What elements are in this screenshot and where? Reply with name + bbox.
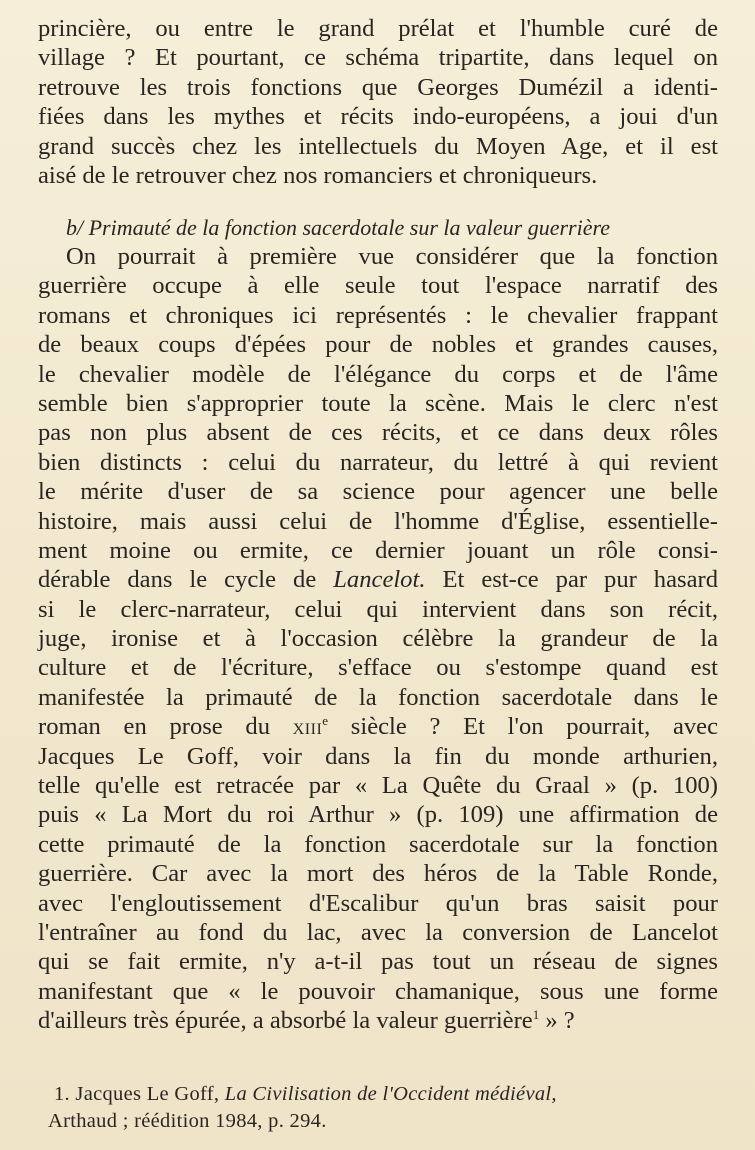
century-numeral: XIII (292, 721, 323, 739)
text-line: grand succès chez les intellectuels du Moyen Age, et il est (38, 132, 718, 160)
text-line: avec l'engloutissement d'Escalibur qu'un bras saisit pour (38, 889, 718, 917)
footnote-author: Jacques Le Goff, (75, 1083, 220, 1105)
paragraph-1 (38, 14, 718, 190)
text-line: village ? Et pourtant, ce schéma tripartite, dans lequel on (38, 44, 718, 72)
text-line: culture et de l'écriture, s'efface ou s'estompe quand est (38, 654, 718, 682)
text-line: princière, ou entre le grand prélat et l'humble curé de (38, 15, 718, 42)
text-fragment: dérable dans le cycle de (38, 566, 317, 594)
text-line: guerrière. Car avec la mort des héros de la Table Ronde, (38, 860, 718, 888)
work-title-lancelot: Lancelot. (333, 566, 426, 594)
text-fragment: Et est-ce par pur hasard (442, 566, 718, 594)
text-line: histoire, mais aussi celui de l'homme d'Église, essentielle- (38, 507, 718, 535)
text-line: fiées dans les mythes et récits indo-européens, a joui d'un (38, 103, 718, 131)
text-line: On pourrait à première vue considérer que la fonction (66, 243, 718, 270)
text-line: retrouve les trois fonctions que Georges Dumézil a identi- (38, 73, 718, 101)
text-line: aisé de le retrouver chez nos romanciers et chroniqueurs. (38, 161, 598, 189)
footnote-line: Arthaud ; réédition 1984, p. 294. (48, 1110, 327, 1132)
section-heading: b/ Primauté de la fonction sacerdotale sur la valeur guerrière (66, 215, 611, 240)
text-line: ment moine ou ermite, ce dernier jouant un rôle consi- (38, 536, 718, 564)
text-line: guerrière occupe à elle seule tout l'espace narratif des (38, 272, 718, 300)
text-fragment: » ? (539, 1007, 575, 1035)
footnote-line (48, 1081, 720, 1108)
footnote-reference[interactable]: 1 (532, 1006, 540, 1022)
text-fragment: roman en prose du (38, 713, 271, 741)
footnote-title: La Civilisation de l'Occident médiéval, (224, 1083, 557, 1105)
text-line-century (38, 712, 718, 741)
text-line: de beaux coups d'épées pour de nobles et grandes causes, (38, 331, 718, 359)
text-line: pas non plus absent de ces récits, et ce dans deux rôles (38, 419, 718, 447)
section-heading-block (38, 213, 718, 242)
footnote-number: 1. (54, 1083, 70, 1105)
paragraph-2 (38, 242, 718, 1036)
text-line: si le clerc-narrateur, celui qui intervient dans son récit, (38, 595, 718, 623)
text-line: manifestant que « le pouvoir chamanique, sous une forme (38, 977, 718, 1005)
text-line: romans et chroniques ici représentés : le chevalier frappant (38, 301, 718, 329)
text-line: manifestée la primauté de la fonction sacerdotale dans le (38, 683, 718, 711)
text-line-lancelot (38, 565, 718, 594)
text-line: puis « La Mort du roi Arthur » (p. 109) une affirmation de (38, 801, 718, 829)
text-fragment: d'ailleurs très épurée, a absorbé la valeur guerrière (38, 1007, 533, 1035)
text-line: le chevalier modèle de l'élégance du corps et de l'âme (38, 360, 718, 388)
text-fragment: siècle ? Et l'on pourrait, avec (350, 713, 718, 741)
text-line: juge, ironise et à l'occasion célèbre la grandeur de la (38, 625, 718, 653)
text-line: l'entraîner au fond du lac, avec la conversion de Lancelot (38, 918, 718, 946)
text-line: Jacques Le Goff, voir dans la fin du monde arthurien, (38, 742, 718, 770)
text-line: cette primauté de la fonction sacerdotale sur la fonction (38, 830, 718, 858)
text-line: le mérite d'user de sa science pour agencer une belle (38, 478, 718, 506)
text-line: telle qu'elle est retracée par « La Quête du Graal » (p. 100) (38, 772, 718, 800)
text-line-last (38, 1006, 718, 1035)
footnote (48, 1081, 720, 1135)
text-line: qui se fait ermite, n'y a-t-il pas tout un réseau de signes (38, 948, 718, 976)
text-line: semble bien s'approprier toute la scène. Mais le clerc n'est (38, 389, 718, 417)
century-superscript: e (322, 713, 329, 729)
text-line: bien distincts : celui du narrateur, du lettré à qui revient (38, 448, 718, 476)
